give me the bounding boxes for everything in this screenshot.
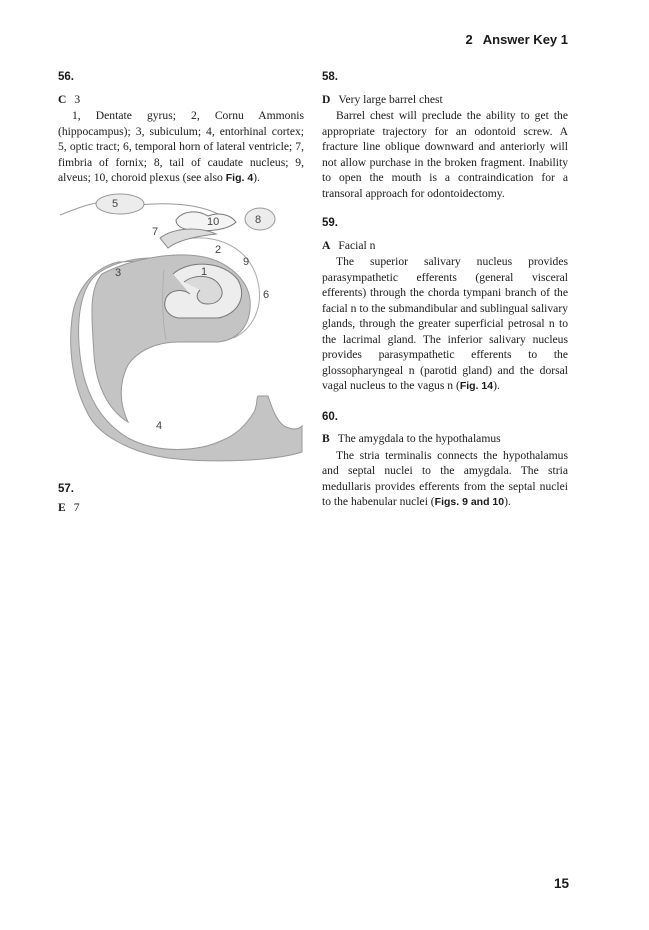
running-header [466,32,569,47]
answer-letter: C [58,92,67,106]
question-56 [58,70,304,187]
label-10: 10 [207,216,220,228]
cortex-outline-top [138,204,218,214]
label-4: 4 [156,420,163,432]
question-58 [322,70,568,201]
label-3: 3 [115,267,122,279]
label-1: 1 [201,266,208,278]
question-number: 58. [322,71,338,83]
answer-text: 7 [73,501,80,514]
answer-letter: B [322,432,330,445]
answer-text: Facial n [338,238,376,252]
question-60 [322,410,568,511]
answer-line [322,238,568,254]
question-number: 59. [322,217,338,229]
right-column [322,70,568,526]
question-number: 57. [58,483,74,495]
answer-line [322,431,568,447]
explanation-text: 1, Dentate gyrus; 2, Cornu Ammonis (hippocampus); 3, subiculum; 4, entorhinal cortex; 5, optic tract; 6, temporal horn of lateral ventricle; 7, fimbria of fornix; 8, tail of caudate nucleus; 9, alveus; 10, choroid plexus (see also [58,109,304,184]
answer-text: 3 [74,92,81,106]
label-9: 9 [243,256,250,268]
label-8: 8 [255,214,262,226]
label-5: 5 [112,198,119,210]
explanation: Barrel chest will preclude the ability to get the appropriate trajectory for an odontoid screw. A fracture line oblique downward and anteriorly will not allow purchase in the broken fragment. Inability to open the mouth is a contraindication for a transoral approach for odontoidectomy. [322,109,568,200]
label-6: 6 [263,289,270,301]
label-2: 2 [215,244,222,256]
optic-tract-shape [96,194,144,214]
question-number: 60. [322,410,338,423]
answer-letter: E [58,501,66,514]
answer-text: Very large barrel chest [338,92,443,106]
explanation-text: The stria terminalis connects the hypothalamus and septal nuclei to the amygdala. The stria medullaris provides efferents from the septal nuclei to the habenular nuclei ( [322,448,568,508]
hippocampus-diagram [58,190,304,465]
answer-letter: D [322,92,331,106]
explanation-end: ). [493,379,500,392]
label-7: 7 [152,226,159,238]
answer-letter: A [322,238,331,252]
question-number: 56. [58,71,74,83]
answer-line [322,92,568,108]
explanation-end: ). [504,495,511,508]
chapter-title: Answer Key 1 [482,32,568,47]
answer-line [58,92,304,108]
page-number: 15 [553,876,569,891]
explanation-text: The superior salivary nucleus provides parasympathetic efferents (general visceral efferents) through the chorda tympani branch of the facial n to the submandibular and sublingual salivary glands, through the greater superficial petrosal n to the lacrimal gland. The inferior salivary nucleus provides parasympathetic efferents to the glossopharyngeal n (parotid gland) and the dorsal vagal nucleus to the vagus n ( [322,255,568,392]
question-59 [322,216,568,395]
explanation-end: ). [253,171,260,184]
figure-reference[interactable]: Fig. 14 [459,380,494,392]
explanation [58,108,304,187]
choroid-plexus-shape [176,212,236,231]
figure-reference[interactable]: Figs. 9 and 10 [434,496,505,508]
figure-reference[interactable]: Fig. 4 [225,172,254,184]
question-57 [58,483,80,515]
left-column [58,70,304,202]
explanation [322,254,568,395]
answer-text: The amygdala to the hypothalamus [337,432,501,445]
chapter-number: 2 [465,32,473,47]
answer-line [58,501,80,514]
explanation [322,448,568,511]
